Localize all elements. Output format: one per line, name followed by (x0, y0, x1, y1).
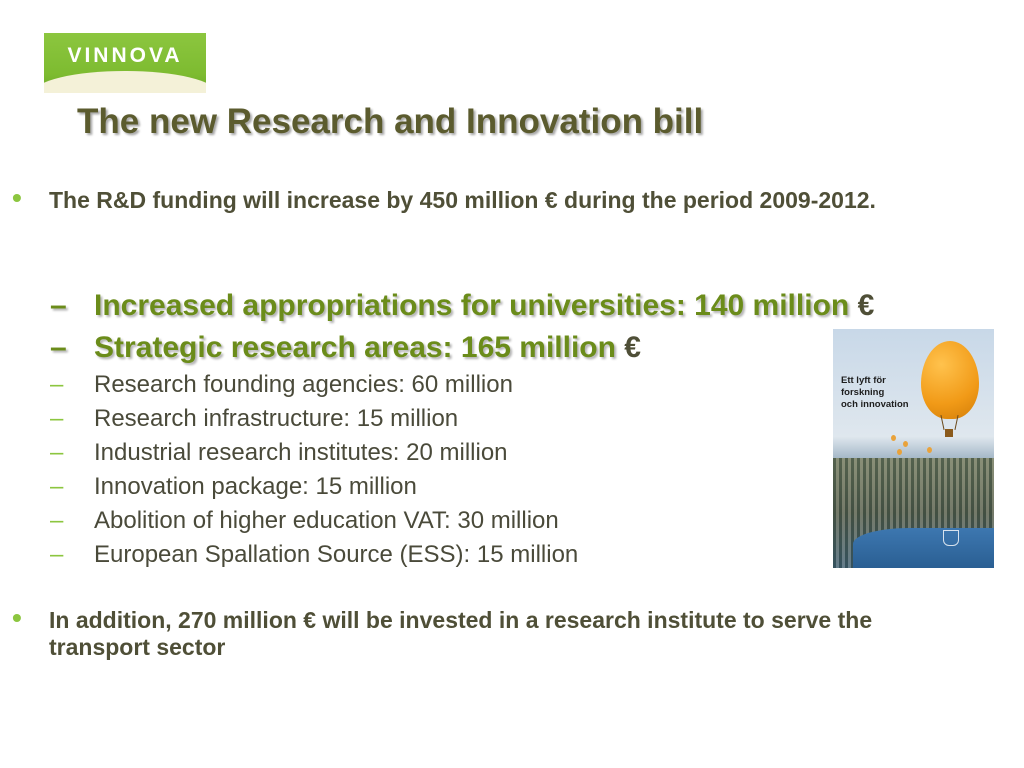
sub-item-text: Strategic research areas: 165 million (94, 331, 616, 364)
euro-symbol: € (624, 331, 641, 364)
small-balloon-icon (927, 447, 932, 453)
small-balloon-icon (891, 435, 896, 441)
sub-item-text: Innovation package: 15 million (94, 473, 417, 500)
bullet-dot-icon: • (12, 182, 22, 213)
dash-icon: – (50, 371, 64, 398)
sub-item-text: European Spallation Source (ESS): 15 million (94, 541, 579, 568)
dash-icon: – (50, 439, 64, 466)
sub-item-text: Research founding agencies: 60 million (94, 371, 513, 398)
dash-icon: – (50, 541, 64, 568)
slide-title: The new Research and Innovation bill (77, 102, 704, 141)
sub-item-text: Increased appropriations for universities: 140 million (94, 289, 850, 322)
small-balloon-icon (897, 449, 902, 455)
small-balloon-icon (903, 441, 908, 447)
water-area (853, 528, 994, 568)
report-cover-image (833, 329, 994, 568)
dash-icon: – (50, 507, 64, 534)
euro-symbol: € (857, 289, 875, 322)
vinnova-logo (44, 33, 206, 93)
bullet-dot-icon: • (12, 602, 22, 633)
dash-icon: – (50, 289, 67, 322)
bullet-item-transport (12, 602, 952, 661)
logo-wave (44, 71, 206, 93)
sub-item-text: Research infrastructure: 15 million (94, 405, 459, 432)
bullet-text: In addition, 270 million € will be invested in a research institute to serve the transport sector (49, 607, 873, 660)
balloon-basket (945, 429, 953, 437)
bullet-item-funding (12, 182, 952, 214)
bullet-text: The R&D funding will increase by 450 million € during the period 2009-2012. (49, 187, 876, 213)
logo-text: VINNOVA (67, 44, 183, 67)
sub-item-text: Industrial research institutes: 20 million (94, 439, 508, 466)
crest-icon (943, 530, 959, 546)
dash-icon: – (50, 473, 64, 500)
cover-title: Ett lyft för forskning och innovation (841, 375, 909, 410)
dash-icon: – (50, 405, 64, 432)
sub-item-text: Abolition of higher education VAT: 30 million (94, 507, 559, 534)
dash-icon: – (50, 331, 67, 364)
